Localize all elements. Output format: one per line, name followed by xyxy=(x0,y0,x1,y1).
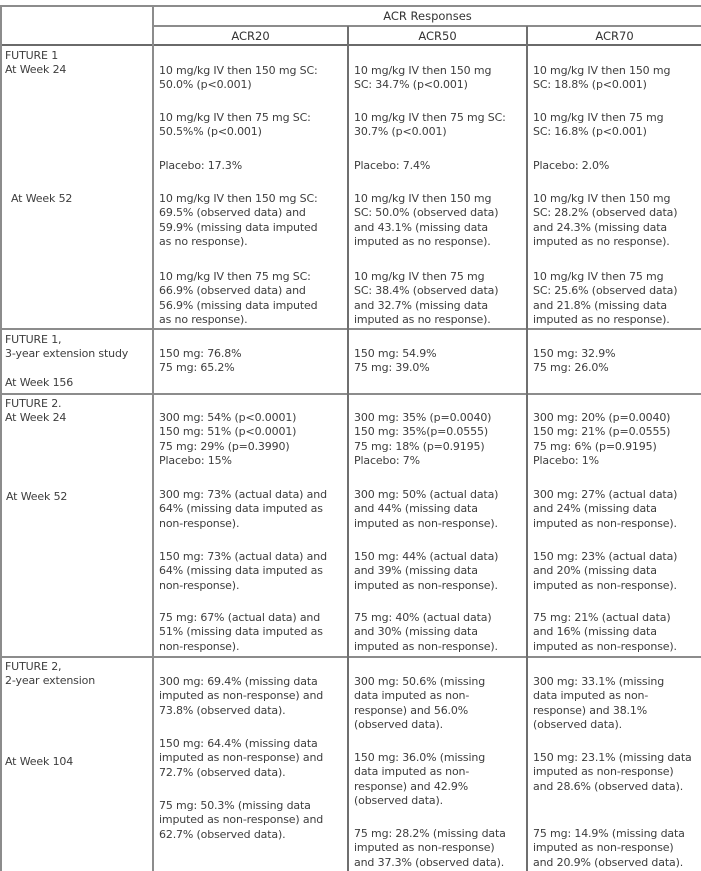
cell-line: 51% (missing data imputed as xyxy=(159,625,323,639)
cell-line: and 24% (missing data xyxy=(533,502,657,516)
cell-line: 75 mg: 18% (p=0.9195) xyxy=(354,439,485,453)
column-header-acr50: ACR50 xyxy=(418,29,457,43)
cell-line: imputed as non-response). xyxy=(533,639,677,653)
cell-line: 56.9% (missing data imputed xyxy=(159,298,318,312)
cell-line: 150 mg: 64.4% (missing data xyxy=(159,737,318,750)
cell-line: SC: 38.4% (observed data) xyxy=(354,284,499,298)
cell-line: and 16% (missing data xyxy=(533,625,657,639)
cell-line: 75 mg: 40% (actual data) xyxy=(354,611,492,624)
row-divider xyxy=(0,656,701,658)
cell-line: and 24.3% (missing data xyxy=(533,220,667,234)
cell-line: SC: 25.6% (observed data) xyxy=(533,284,678,298)
cell-line: 73.8% (observed data). xyxy=(159,703,286,717)
cell-line: imputed as no response). xyxy=(354,235,491,249)
cell-line: 300 mg: 33.1% (missing xyxy=(533,675,665,688)
cell-line: response) and 42.9% xyxy=(354,779,469,793)
cell-line: 10 mg/kg IV then 75 mg SC: xyxy=(159,111,311,124)
cell-line: 150 mg: 51% (p<0.0001) xyxy=(159,425,297,439)
cell-line: imputed as no response). xyxy=(533,235,670,249)
cell-line: 150 mg: 54.9% xyxy=(354,347,437,360)
cell-line: 150 mg: 23% (actual data) xyxy=(533,550,678,563)
group-header-acr-responses: ACR Responses xyxy=(383,9,472,23)
cell-line: 300 mg: 73% (actual data) and xyxy=(159,488,327,501)
column-divider xyxy=(347,26,349,871)
cell-line: response) and 38.1% xyxy=(533,703,648,717)
cell-line: (observed data). xyxy=(354,718,443,732)
cell-line: data imputed as non- xyxy=(354,689,470,703)
cell-line: 10 mg/kg IV then 75 mg xyxy=(354,270,485,283)
cell-line: (observed data). xyxy=(533,718,622,732)
cell-line: and 28.6% (observed data). xyxy=(533,779,684,793)
cell-line: 10 mg/kg IV then 150 mg xyxy=(533,192,671,205)
cell-line: SC: 28.2% (observed data) xyxy=(533,206,678,220)
cell-line: Placebo: 7% xyxy=(354,454,420,468)
header-bottom-border xyxy=(0,44,701,46)
cell-line: Placebo: 17.3% xyxy=(159,159,243,172)
column-header-acr70: ACR70 xyxy=(595,29,634,43)
cell-line: 66.9% (observed data) and xyxy=(159,284,306,298)
cell-line: imputed as non-response) xyxy=(354,841,495,855)
cell-line: 75 mg: 21% (actual data) xyxy=(533,611,671,624)
column-divider xyxy=(152,5,154,871)
cell-line: imputed as no response). xyxy=(533,313,670,327)
cell-line: 10 mg/kg IV then 150 mg SC: xyxy=(159,192,318,205)
cell-line: Placebo: 7.4% xyxy=(354,159,431,172)
cell-line: and 43.1% (missing data xyxy=(354,220,488,234)
cell-line: 10 mg/kg IV then 150 mg SC: xyxy=(159,64,318,77)
cell-line: 150 mg: 21% (p=0.0555) xyxy=(533,425,671,439)
column-divider xyxy=(526,26,528,871)
cell-line: and 20.9% (observed data). xyxy=(533,855,684,869)
cell-line: 75 mg: 67% (actual data) and xyxy=(159,611,321,624)
cell-line: 62.7% (observed data). xyxy=(159,827,286,841)
cell-line: 300 mg: 69.4% (missing data xyxy=(159,675,318,688)
cell-line: 10 mg/kg IV then 75 mg SC: xyxy=(354,111,506,124)
cell-line: data imputed as non- xyxy=(354,765,470,779)
cell-line: 64% (missing data imputed as xyxy=(159,564,323,578)
cell-line: 50.5%% (p<0.001) xyxy=(159,125,262,139)
cell-line: 150 mg: 73% (actual data) and xyxy=(159,550,327,563)
cell-line: and 21.8% (missing data xyxy=(533,298,667,312)
cell-line: 150 mg: 23.1% (missing data xyxy=(533,751,692,764)
cell-line: SC: 18.8% (p<0.001) xyxy=(533,78,647,92)
cell-line: 10 mg/kg IV then 75 mg xyxy=(533,270,664,283)
cell-line: as no response). xyxy=(159,235,248,249)
cell-line: 150 mg: 36.0% (missing xyxy=(354,751,486,764)
cell-line: Placebo: 15% xyxy=(159,454,232,468)
row-label-line: At Week 24 xyxy=(5,411,67,425)
cell-line: 10 mg/kg IV then 150 mg xyxy=(354,192,492,205)
row-label-line: At Week 24 xyxy=(5,63,67,77)
cell-line: response) and 56.0% xyxy=(354,703,469,717)
row-label-week156: At Week 156 xyxy=(5,376,74,389)
cell-line: 69.5% (observed data) and xyxy=(159,206,306,220)
cell-line: 50.0% (p<0.001) xyxy=(159,78,252,92)
column-header-acr20: ACR20 xyxy=(231,29,270,43)
cell-line: 10 mg/kg IV then 75 mg xyxy=(533,111,664,124)
cell-future1-ext-acr20 xyxy=(159,347,241,376)
cell-line: imputed as non-response). xyxy=(354,578,498,592)
cell-line: 75 mg: 29% (p=0.3990) xyxy=(159,439,290,453)
table-top-border xyxy=(0,5,701,7)
cell-line: 75 mg: 39.0% xyxy=(354,361,430,375)
row-divider xyxy=(0,328,701,330)
row-label-week52: At Week 52 xyxy=(11,192,73,205)
table-left-border xyxy=(0,5,2,871)
row-label-line: FUTURE 1 xyxy=(5,49,59,62)
cell-line: and 20% (missing data xyxy=(533,564,657,578)
cell-line: 10 mg/kg IV then 150 mg xyxy=(533,64,671,77)
cell-line: non-response). xyxy=(159,639,240,653)
cell-line: 300 mg: 27% (actual data) xyxy=(533,488,678,501)
cell-line: SC: 34.7% (p<0.001) xyxy=(354,78,468,92)
cell-line: 72.7% (observed data). xyxy=(159,765,286,779)
cell-line: SC: 50.0% (observed data) xyxy=(354,206,499,220)
row-label-future1-extension xyxy=(5,333,128,362)
cell-line: 300 mg: 35% (p=0.0040) xyxy=(354,411,492,424)
group-header-divider xyxy=(153,25,701,27)
cell-future1-ext-acr50 xyxy=(354,347,436,376)
cell-line: 300 mg: 50% (actual data) xyxy=(354,488,499,501)
cell-line: 10 mg/kg IV then 75 mg SC: xyxy=(159,270,311,283)
cell-line: imputed as no response). xyxy=(354,313,491,327)
cell-line: imputed as non-response). xyxy=(354,516,498,530)
cell-line: 75 mg: 28.2% (missing data xyxy=(354,827,506,840)
cell-line: (observed data). xyxy=(354,794,443,808)
row-label-future1 xyxy=(5,49,66,78)
cell-line: 300 mg: 20% (p=0.0040) xyxy=(533,411,671,424)
row-label-week104: At Week 104 xyxy=(5,755,74,768)
cell-line: and 32.7% (missing data xyxy=(354,298,488,312)
cell-line: and 30% (missing data xyxy=(354,625,478,639)
cell-line: as no response). xyxy=(159,313,248,327)
cell-line: 150 mg: 76.8% xyxy=(159,347,242,360)
row-label-line: FUTURE 2. xyxy=(5,397,62,410)
row-label-future2-extension xyxy=(5,660,95,689)
row-label-line: FUTURE 2, xyxy=(5,660,62,673)
cell-line: 300 mg: 54% (p<0.0001) xyxy=(159,411,297,424)
cell-line: 75 mg: 65.2% xyxy=(159,361,235,375)
cell-line: non-response). xyxy=(159,516,240,530)
cell-line: imputed as non-response). xyxy=(354,639,498,653)
cell-line: and 44% (missing data xyxy=(354,502,478,516)
cell-line: SC: 16.8% (p<0.001) xyxy=(533,125,647,139)
cell-line: non-response). xyxy=(159,578,240,592)
row-label-line: 2-year extension xyxy=(5,674,96,688)
row-label-line: FUTURE 1, xyxy=(5,333,62,346)
cell-line: and 37.3% (observed data). xyxy=(354,855,505,869)
cell-line: imputed as non-response) and xyxy=(159,751,324,765)
cell-line: imputed as non-response) and xyxy=(159,813,324,827)
cell-line: and 39% (missing data xyxy=(354,564,478,578)
cell-line: 150 mg: 35%(p=0.0555) xyxy=(354,425,488,439)
cell-line: Placebo: 1% xyxy=(533,454,599,468)
cell-line: 75 mg: 14.9% (missing data xyxy=(533,827,685,840)
cell-line: imputed as non-response) xyxy=(533,841,674,855)
cell-line: 75 mg: 26.0% xyxy=(533,361,609,375)
cell-line: 10 mg/kg IV then 150 mg xyxy=(354,64,492,77)
row-divider xyxy=(0,393,701,395)
cell-line: 75 mg: 50.3% (missing data xyxy=(159,799,311,812)
row-label-line: 3-year extension study xyxy=(5,347,129,361)
cell-line: Placebo: 2.0% xyxy=(533,159,610,172)
cell-line: imputed as non-response) and xyxy=(159,689,324,703)
cell-line: imputed as non-response). xyxy=(533,578,677,592)
cell-line: 59.9% (missing data imputed xyxy=(159,220,318,234)
cell-line: 150 mg: 32.9% xyxy=(533,347,616,360)
cell-line: imputed as non-response) xyxy=(533,765,674,779)
row-label-future2 xyxy=(5,397,66,426)
cell-line: imputed as non-response). xyxy=(533,516,677,530)
cell-line: 75 mg: 6% (p=0.9195) xyxy=(533,439,657,453)
cell-line: 150 mg: 44% (actual data) xyxy=(354,550,499,563)
cell-future1-ext-acr70 xyxy=(533,347,615,376)
cell-line: 300 mg: 50.6% (missing xyxy=(354,675,486,688)
row-label-week52: At Week 52 xyxy=(6,490,68,503)
cell-line: 64% (missing data imputed as xyxy=(159,502,323,516)
cell-line: data imputed as non- xyxy=(533,689,649,703)
cell-line: 30.7% (p<0.001) xyxy=(354,125,447,139)
